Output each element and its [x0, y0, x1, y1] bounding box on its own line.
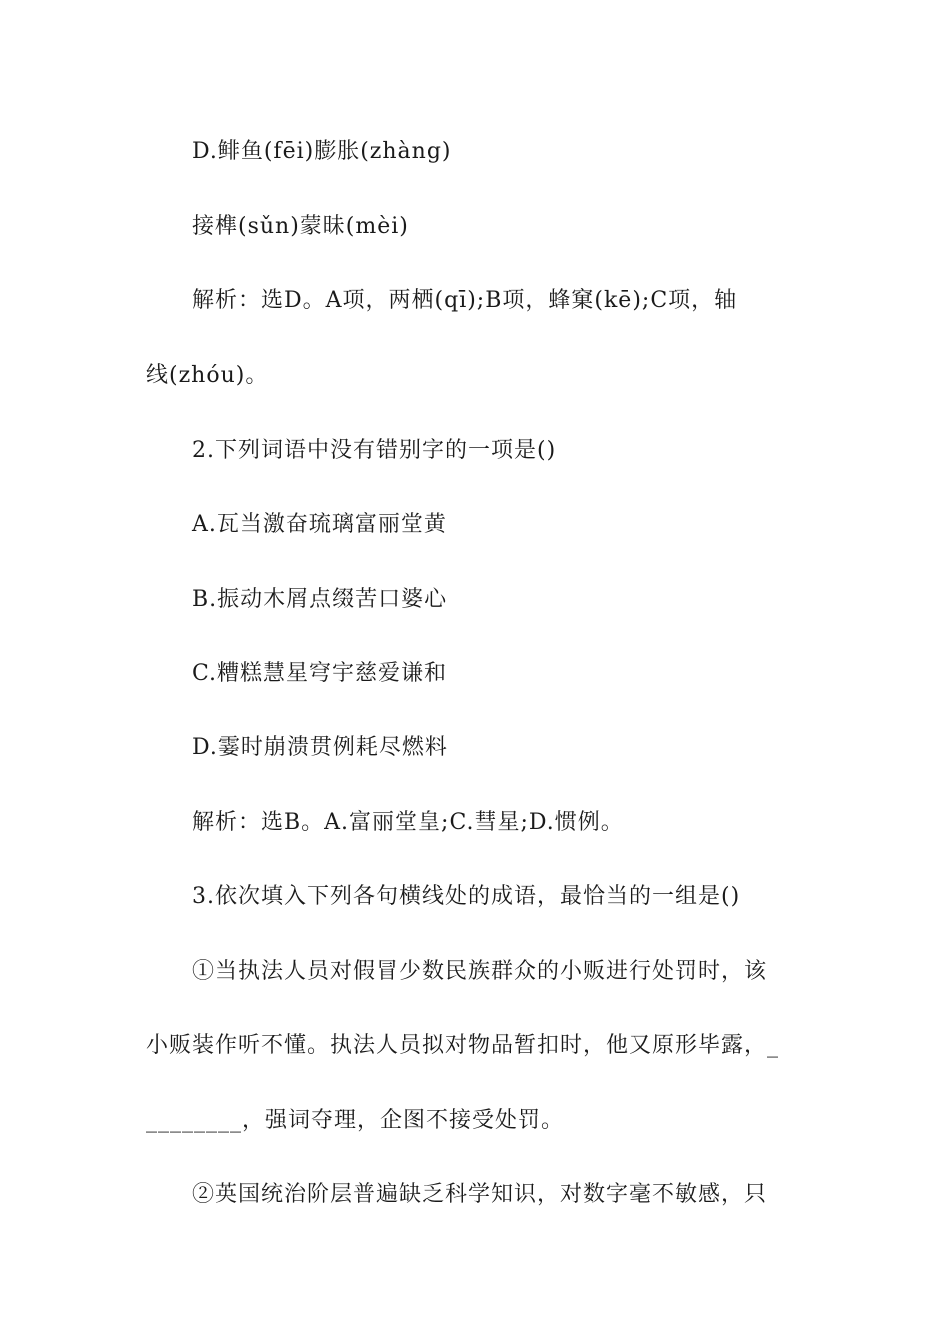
option-d-line-1: D.鲱鱼(fēi)膨胀(zhàng): [192, 139, 452, 164]
question-2-option-b: B.振动木屑点缀苦口婆心: [192, 587, 448, 612]
question-3-sentence-1-line-2: 小贩装作听不懂。执法人员拟对物品暂扣时，他又原形毕露，_: [146, 1033, 780, 1058]
question-2-option-a: A.瓦当激奋琉璃富丽堂黄: [192, 512, 447, 537]
analysis-1-line-2: 线(zhóu)。: [146, 363, 269, 388]
analysis-2: 解析：选B。A.富丽堂皇;C.彗星;D.惯例。: [192, 810, 624, 835]
question-2-stem: 2.下列词语中没有错别字的一项是(): [192, 438, 557, 463]
question-3-stem: 3.依次填入下列各句横线处的成语，最恰当的一组是(): [192, 884, 741, 909]
question-3-sentence-1-line-1: ①当执法人员对假冒少数民族群众的小贩进行处罚时，该: [192, 959, 768, 984]
question-2-option-c: C.糟糕慧星穹宇慈爱谦和: [192, 661, 448, 686]
option-d-line-2: 接榫(sǔn)蒙昧(mèi): [192, 214, 409, 239]
question-3-sentence-1-line-3: ________，强词夺理，企图不接受处罚。: [146, 1108, 565, 1133]
question-2-option-d: D.霎时崩溃贯例耗尽燃料: [192, 735, 448, 760]
analysis-1-line-1: 解析：选D。A项，两栖(qī);B项，蜂窠(kē);C项，轴: [192, 288, 738, 313]
question-3-sentence-2-line-1: ②英国统治阶层普遍缺乏科学知识，对数字毫不敏感，只: [192, 1182, 768, 1207]
